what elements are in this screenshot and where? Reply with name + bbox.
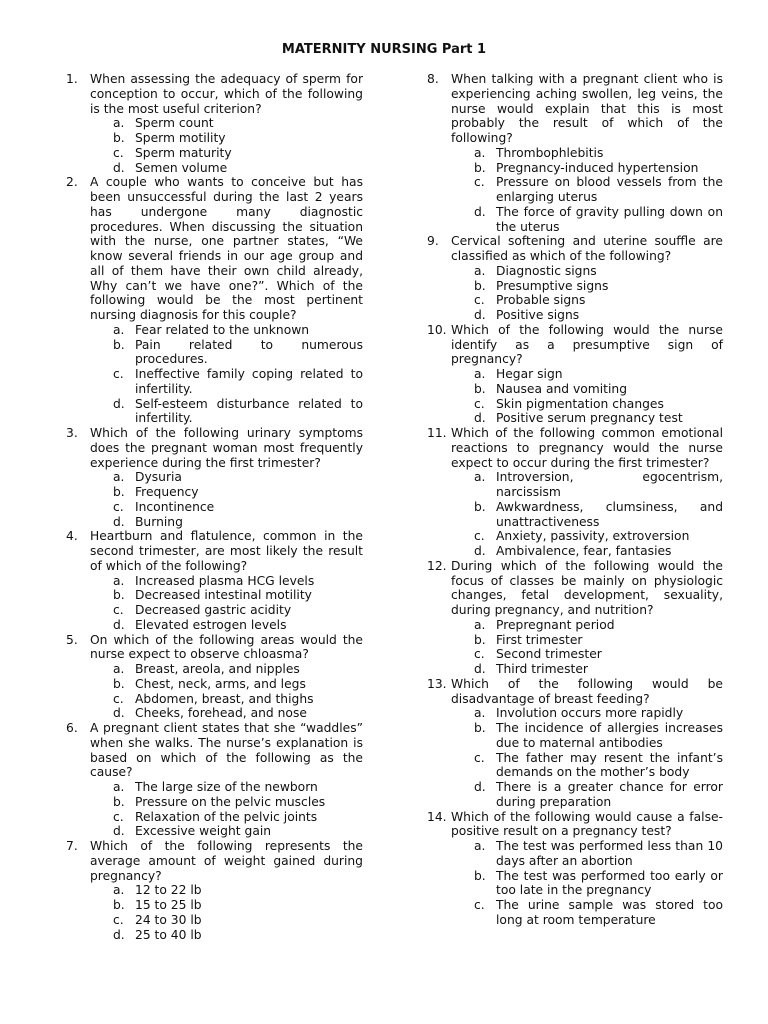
answer-option	[451, 205, 723, 235]
answer-option	[451, 618, 723, 633]
answer-option	[451, 633, 723, 648]
option-letter: a.	[113, 116, 125, 131]
question-number: 3.	[66, 426, 78, 440]
answer-option	[451, 411, 723, 426]
option-letter: c.	[113, 809, 124, 824]
option-letter: c.	[474, 898, 485, 912]
answer-option	[90, 500, 363, 515]
answer-option	[90, 146, 363, 161]
option-text: Hegar sign	[496, 367, 563, 381]
option-text: Chest, neck, arms, and legs	[135, 676, 306, 691]
question-number: 13.	[427, 676, 447, 691]
option-text: Pressure on blood vessels from the enlarging uterus	[496, 175, 723, 204]
question-number: 7.	[66, 839, 78, 853]
option-text: Pain related to numerous procedures.	[135, 337, 363, 367]
question-text: Which of the following would the nurse identify as a presumptive sign of pregnancy?	[451, 322, 723, 367]
option-letter: b.	[113, 898, 125, 912]
question-item	[66, 72, 363, 175]
option-text: Cheeks, forehead, and nose	[135, 706, 307, 721]
option-letter: b.	[113, 485, 125, 499]
option-text: Sperm motility	[135, 131, 226, 145]
option-text: The test was performed too early or too late in the pregnancy	[496, 868, 723, 898]
answer-option	[90, 795, 363, 810]
option-letter: d.	[113, 617, 125, 632]
option-list	[90, 470, 363, 529]
option-text: Pressure on the pelvic muscles	[135, 794, 326, 809]
answer-option	[90, 161, 363, 176]
question-text: When assessing the adequacy of sperm for conception to occur, which of the following is the most useful criterion?	[90, 72, 363, 116]
option-text: Positive signs	[496, 308, 580, 322]
option-letter: b.	[113, 337, 125, 352]
option-text: Semen volume	[135, 160, 228, 175]
option-text: Presumptive signs	[496, 278, 609, 293]
option-text: The incidence of allergies increases due to maternal antibodies	[496, 721, 723, 750]
option-letter: a.	[113, 322, 125, 337]
option-list	[90, 883, 363, 942]
option-text: Breast, areola, and nipples	[135, 662, 300, 676]
option-list	[90, 574, 363, 633]
option-list	[451, 706, 723, 809]
option-text: 12 to 22 lb	[135, 883, 202, 898]
option-list	[451, 264, 723, 323]
option-letter: d.	[113, 160, 125, 175]
option-letter: a.	[474, 617, 486, 632]
answer-option	[90, 574, 363, 589]
question-item	[66, 426, 363, 529]
answer-option	[90, 692, 363, 707]
option-text: Involution occurs more rapidly	[496, 706, 684, 721]
document-title: MATERNITY NURSING Part 1	[281, 42, 487, 57]
option-letter: a.	[113, 780, 125, 794]
option-text: Sperm maturity	[135, 145, 232, 160]
option-letter: a.	[113, 573, 125, 588]
option-text: Skin pigmentation changes	[496, 396, 664, 411]
answer-option	[451, 161, 723, 176]
question-text: Heartburn and flatulence, common in the second trimester, are most likely the result of which of the following?	[90, 529, 363, 573]
answer-option	[90, 913, 363, 928]
option-letter: b.	[113, 676, 125, 691]
option-list	[451, 367, 723, 426]
question-text: A pregnant client states that she “waddles” when she walks. The nurse’s explanation is based on which of the following as the cause?	[90, 721, 363, 780]
question-text: When talking with a pregnant client who is experiencing aching swollen, leg veins, the nurse would explain that this is most probably the result of which of the following?	[451, 72, 723, 145]
option-letter: a.	[474, 839, 486, 853]
answer-option	[451, 647, 723, 662]
option-list	[90, 662, 363, 721]
question-text: A couple who wants to conceive but has been unsuccessful during the last 2 years has undergone many diagnostic procedures. When discussing the situation with the nurse, one partner states, “We know several friends in our age group and all of them have their own child already, Why can’t we have one?”. Which of the following would be the most pertinent nursing diagnosis for this couple?	[90, 175, 363, 322]
question-item	[427, 810, 723, 928]
answer-option	[451, 308, 723, 323]
option-text: Excessive weight gain	[135, 824, 272, 839]
question-text: Cervical softening and uterine souffle are classified as which of the following?	[451, 234, 723, 263]
option-text: Increased plasma HCG levels	[135, 573, 315, 588]
option-letter: a.	[474, 145, 486, 160]
option-text: 24 to 30 lb	[135, 912, 202, 927]
question-item	[427, 72, 723, 234]
option-text: Self-esteem disturbance related to infertility.	[135, 396, 363, 426]
option-list	[451, 618, 723, 677]
answer-option	[90, 618, 363, 633]
answer-option	[90, 810, 363, 825]
answer-option	[451, 529, 723, 544]
answer-option	[90, 677, 363, 692]
option-text: Pregnancy-induced hypertension	[496, 160, 699, 175]
option-letter: c.	[474, 750, 485, 765]
question-text: Which of the following common emotional reactions to pregnancy would the nurse expect to occur during the first trimester?	[451, 426, 723, 470]
option-letter: c.	[113, 499, 124, 514]
answer-option	[451, 721, 723, 751]
answer-option	[90, 131, 363, 146]
option-letter: c.	[474, 647, 485, 662]
answer-option	[90, 588, 363, 603]
question-item	[427, 323, 723, 426]
option-text: The test was performed less than 10 days after an abortion	[496, 839, 723, 868]
option-list	[90, 780, 363, 839]
question-text: Which of the following represents the average amount of weight gained during pregnancy?	[90, 839, 363, 883]
option-text: Burning	[135, 514, 183, 529]
option-text: Relaxation of the pelvic joints	[135, 809, 318, 824]
option-letter: c.	[474, 396, 485, 411]
answer-option	[90, 515, 363, 530]
option-letter: a.	[474, 470, 486, 485]
answer-option	[451, 293, 723, 308]
option-text: Second trimester	[496, 647, 602, 662]
option-letter: b.	[474, 160, 486, 175]
question-number: 14.	[427, 809, 447, 824]
option-letter: c.	[474, 175, 485, 190]
option-letter: d.	[474, 780, 486, 794]
option-letter: b.	[474, 868, 486, 883]
question-number: 2.	[66, 175, 78, 190]
question-item	[66, 175, 363, 426]
option-letter: d.	[113, 396, 125, 411]
option-text: The force of gravity pulling down on the uterus	[496, 204, 723, 234]
option-text: Elevated estrogen levels	[135, 617, 287, 632]
answer-option	[451, 397, 723, 412]
answer-option	[451, 706, 723, 721]
option-text: Introversion, egocentrism, narcissism	[496, 470, 723, 499]
answer-option	[451, 662, 723, 677]
option-text: Prepregnant period	[496, 617, 615, 632]
answer-option	[451, 382, 723, 397]
answer-option	[451, 146, 723, 161]
option-letter: b.	[474, 278, 486, 293]
question-number: 9.	[427, 234, 439, 249]
option-list	[451, 146, 723, 235]
answer-option	[90, 780, 363, 795]
option-text: Positive serum pregnancy test	[496, 411, 683, 426]
option-letter: d.	[113, 514, 125, 529]
option-letter: a.	[113, 662, 125, 676]
option-letter: a.	[113, 470, 125, 485]
question-text: On which of the following areas would the nurse expect to observe chloasma?	[90, 632, 363, 662]
option-letter: d.	[474, 204, 486, 219]
option-letter: b.	[113, 794, 125, 809]
option-letter: b.	[113, 588, 125, 603]
question-number: 8.	[427, 72, 439, 86]
question-number: 1.	[66, 72, 78, 86]
answer-option	[90, 338, 363, 368]
answer-option	[90, 928, 363, 943]
option-text: Frequency	[135, 485, 199, 499]
answer-option	[451, 780, 723, 810]
answer-option	[90, 706, 363, 721]
answer-option	[90, 470, 363, 485]
question-text: During which of the following would the focus of classes be mainly on physiologic changes, fetal development, sexuality, during pregnancy, and nutrition?	[451, 558, 723, 617]
answer-option	[90, 367, 363, 397]
option-letter: b.	[474, 721, 486, 735]
answer-option	[451, 470, 723, 500]
option-text: Decreased intestinal motility	[135, 588, 312, 603]
option-letter: d.	[113, 824, 125, 839]
option-text: First trimester	[496, 632, 583, 647]
option-letter: a.	[474, 263, 486, 278]
option-text: There is a greater chance for error during preparation	[496, 780, 723, 809]
answer-option	[451, 175, 723, 205]
option-list	[90, 323, 363, 426]
option-text: Incontinence	[135, 499, 215, 514]
answer-option	[451, 898, 723, 928]
option-letter: a.	[474, 367, 486, 381]
answer-option	[451, 279, 723, 294]
question-number: 10.	[427, 322, 447, 337]
option-text: Abdomen, breast, and thighs	[135, 691, 314, 706]
question-number: 6.	[66, 721, 78, 735]
option-letter: c.	[113, 145, 124, 160]
answer-option	[451, 544, 723, 559]
option-letter: d.	[113, 706, 125, 721]
option-letter: c.	[474, 293, 485, 308]
question-number: 5.	[66, 632, 78, 647]
option-text: Awkwardness, clumsiness, and unattractiveness	[496, 499, 723, 529]
option-text: Diagnostic signs	[496, 263, 597, 278]
answer-option	[90, 662, 363, 677]
option-letter: b.	[474, 499, 486, 514]
answer-option	[451, 264, 723, 279]
option-letter: d.	[474, 411, 486, 426]
option-letter: b.	[474, 632, 486, 647]
option-text: 25 to 40 lb	[135, 927, 202, 942]
option-list	[451, 839, 723, 928]
option-letter: c.	[113, 367, 124, 381]
question-item	[66, 721, 363, 839]
answer-option	[90, 824, 363, 839]
option-letter: c.	[113, 603, 124, 617]
question-item	[66, 839, 363, 942]
question-number: 4.	[66, 529, 78, 544]
left-column	[66, 72, 363, 942]
option-text: Ineffective family coping related to infertility.	[135, 367, 363, 396]
question-item	[66, 529, 363, 632]
option-letter: a.	[113, 883, 125, 898]
option-text: Anxiety, passivity, extroversion	[496, 529, 690, 544]
option-letter: d.	[474, 308, 486, 322]
option-text: The large size of the newborn	[135, 780, 318, 794]
option-text: Probable signs	[496, 293, 586, 308]
answer-option	[451, 751, 723, 781]
question-number: 12.	[427, 558, 447, 573]
option-text: The urine sample was stored too long at room temperature	[496, 898, 723, 927]
question-text: Which of the following would cause a false-positive result on a pregnancy test?	[451, 809, 723, 839]
option-list	[451, 470, 723, 559]
option-text: Sperm count	[135, 116, 214, 131]
option-letter: b.	[474, 381, 486, 396]
question-item	[66, 633, 363, 722]
answer-option	[451, 839, 723, 869]
option-text: 15 to 25 lb	[135, 898, 202, 912]
option-text: Dysuria	[135, 470, 182, 485]
option-text: Ambivalence, fear, fantasies	[496, 544, 672, 558]
option-text: Thrombophlebitis	[496, 145, 604, 160]
answer-option	[90, 323, 363, 338]
question-number: 11.	[427, 426, 447, 440]
question-text: Which of the following would be disadvantage of breast feeding?	[451, 676, 723, 706]
option-letter: c.	[113, 912, 124, 927]
answer-option	[451, 500, 723, 530]
option-text: Fear related to the unknown	[135, 322, 310, 337]
answer-option	[90, 883, 363, 898]
option-letter: c.	[474, 529, 485, 544]
right-column	[427, 72, 723, 928]
option-text: Decreased gastric acidity	[135, 603, 292, 617]
question-text: Which of the following urinary symptoms does the pregnant woman most frequently experience during the first trimester?	[90, 426, 363, 470]
answer-option	[451, 367, 723, 382]
answer-option	[90, 898, 363, 913]
question-item	[427, 677, 723, 810]
question-item	[427, 559, 723, 677]
answer-option	[451, 869, 723, 899]
answer-option	[90, 116, 363, 131]
option-letter: d.	[474, 544, 486, 558]
question-item	[427, 234, 723, 323]
option-list	[90, 116, 363, 175]
option-text: Nausea and vomiting	[496, 381, 628, 396]
option-letter: b.	[113, 131, 125, 145]
option-letter: a.	[474, 706, 486, 721]
option-text: The father may resent the infant’s demands on the mother’s body	[496, 750, 723, 780]
answer-option	[90, 397, 363, 427]
answer-option	[90, 485, 363, 500]
option-letter: c.	[113, 691, 124, 706]
option-text: Third trimester	[496, 662, 588, 676]
option-letter: d.	[474, 662, 486, 676]
question-item	[427, 426, 723, 559]
answer-option	[90, 603, 363, 618]
option-letter: d.	[113, 927, 125, 942]
